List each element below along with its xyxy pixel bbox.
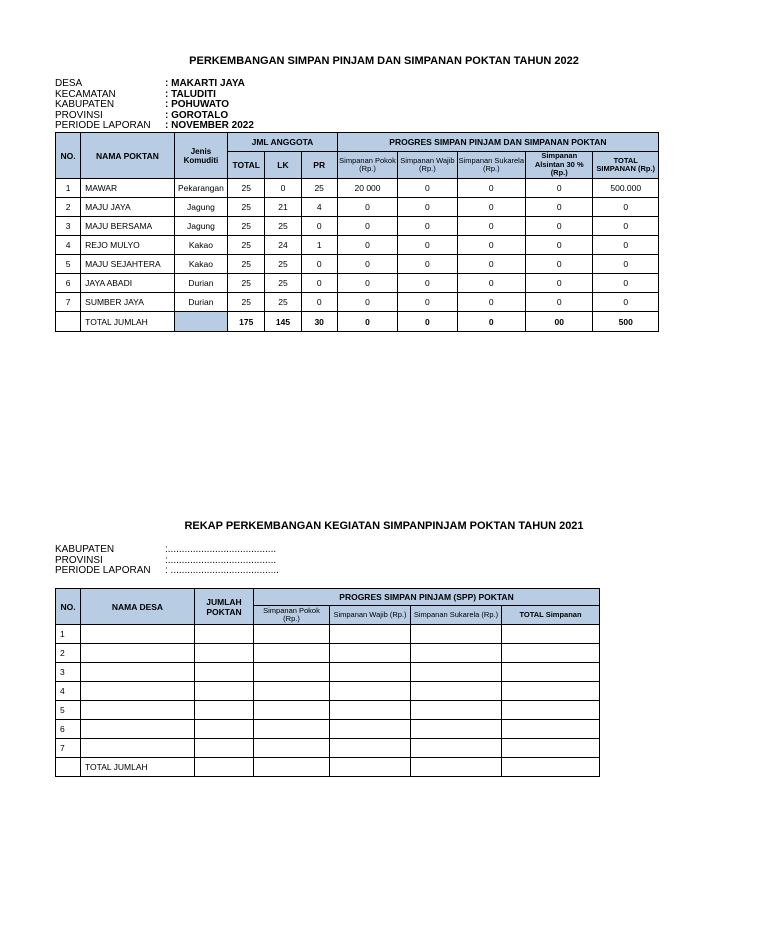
table-cell <box>330 682 411 701</box>
header-simpanan-wajib: Simpanan Wajib (Rp.) <box>330 606 411 625</box>
table-row <box>56 682 600 701</box>
table-cell <box>502 739 600 758</box>
table-cell <box>502 701 600 720</box>
header-no: NO. <box>56 589 81 625</box>
info-value: : POHUWATO <box>165 99 230 110</box>
table-cell: 0 <box>593 293 659 312</box>
table-cell <box>411 720 502 739</box>
table-cell: 0 <box>337 293 397 312</box>
info-value: :....................................... <box>165 544 277 555</box>
table-cell <box>81 739 195 758</box>
table-cell: 0 <box>301 255 337 274</box>
header-progres-spp: PROGRES SIMPAN PINJAM (SPP) POKTAN <box>254 589 600 606</box>
table-cell: Kakao <box>174 255 227 274</box>
total-cell: TOTAL JUMLAH <box>81 312 175 332</box>
header-nama-desa: NAMA DESA <box>81 589 195 625</box>
table-cell <box>502 625 600 644</box>
table-row <box>56 255 659 274</box>
table-cell <box>254 663 330 682</box>
table-row <box>56 179 659 198</box>
table-cell <box>254 682 330 701</box>
header-jenis-komuditi: Jenis Komuditi <box>174 133 227 179</box>
table-cell: 20 000 <box>337 179 397 198</box>
table-cell: 0 <box>526 179 593 198</box>
report2-info <box>55 545 279 577</box>
table-cell: 0 <box>593 198 659 217</box>
header-simpanan-pokok: Simpanan Pokok (Rp.) <box>337 152 397 179</box>
table-row <box>56 720 600 739</box>
table-cell: 25 <box>228 255 265 274</box>
total-cell <box>174 312 227 332</box>
table-cell <box>81 701 195 720</box>
table-cell <box>81 663 195 682</box>
total-cell: 0 <box>457 312 525 332</box>
table-cell: 2 <box>56 198 81 217</box>
table-cell: 0 <box>457 236 525 255</box>
header-lk: LK <box>265 152 301 179</box>
total-row <box>56 758 600 777</box>
table-cell: 5 <box>56 255 81 274</box>
header-nama-poktan: NAMA POKTAN <box>81 133 175 179</box>
total-label: TOTAL JUMLAH <box>81 758 195 777</box>
table-cell: 0 <box>526 255 593 274</box>
table-cell: 0 <box>457 274 525 293</box>
row-number: 3 <box>56 663 81 682</box>
info-label: PROVINSI <box>55 109 103 121</box>
info-label: KABUPATEN <box>55 99 115 110</box>
table-cell: REJO MULYO <box>81 236 175 255</box>
info-value: : TALUDITI <box>165 88 216 100</box>
table-cell: MAJU BERSAMA <box>81 217 175 236</box>
total-cell: 0 <box>398 312 457 332</box>
row-number: 6 <box>56 720 81 739</box>
table-cell: 0 <box>457 293 525 312</box>
row-number: 4 <box>56 682 81 701</box>
total-cell: 30 <box>301 312 337 332</box>
header-no: NO. <box>56 133 81 179</box>
total-cell: 500 <box>593 312 659 332</box>
total-cell <box>56 312 81 332</box>
table-cell <box>411 701 502 720</box>
table-cell: 25 <box>228 217 265 236</box>
table-cell: 0 <box>301 293 337 312</box>
row-number: 5 <box>56 701 81 720</box>
total-cell: 145 <box>265 312 301 332</box>
table-cell <box>195 663 254 682</box>
table-row <box>56 293 659 312</box>
header-simpanan-wajib: Simpanan Wajib (Rp.) <box>398 152 457 179</box>
header-jumlah-poktan: JUMLAH POKTAN <box>195 589 254 625</box>
table-cell: 25 <box>265 293 301 312</box>
table-cell: 25 <box>265 217 301 236</box>
table-cell: 0 <box>398 293 457 312</box>
table-cell: 25 <box>265 274 301 293</box>
header-jml-anggota: JML ANGGOTA <box>228 133 338 152</box>
header-total-simpanan: TOTAL SIMPANAN (Rp.) <box>593 152 659 179</box>
report1-info <box>55 79 254 132</box>
table-cell: 3 <box>56 217 81 236</box>
table-cell: 0 <box>337 274 397 293</box>
total-cell <box>195 758 254 777</box>
header-total: TOTAL <box>228 152 265 179</box>
header-progres: PROGRES SIMPAN PINJAM DAN SIMPANAN POKTAN <box>337 133 658 152</box>
table-cell <box>81 720 195 739</box>
total-cell <box>411 758 502 777</box>
table-cell: Durian <box>174 293 227 312</box>
table-cell: 500.000 <box>593 179 659 198</box>
report1-title: PERKEMBANGAN SIMPAN PINJAM DAN SIMPANAN POKTAN TAHUN 2022 <box>189 55 579 67</box>
table-cell <box>330 625 411 644</box>
table-cell: 0 <box>457 198 525 217</box>
info-value: : ....................................... <box>165 565 279 576</box>
table-cell: 25 <box>228 198 265 217</box>
table-cell <box>195 701 254 720</box>
table-cell <box>411 663 502 682</box>
row-number: 2 <box>56 644 81 663</box>
table-cell: 25 <box>228 274 265 293</box>
table-cell <box>502 682 600 701</box>
total-row <box>56 312 659 332</box>
table-cell: 0 <box>337 198 397 217</box>
table-cell <box>330 739 411 758</box>
table-cell: 0 <box>593 255 659 274</box>
table-cell <box>254 701 330 720</box>
table-cell: 0 <box>526 236 593 255</box>
table-cell: 7 <box>56 293 81 312</box>
table-cell: Pekarangan <box>174 179 227 198</box>
table-row <box>56 644 600 663</box>
table-cell <box>411 682 502 701</box>
table-cell <box>81 682 195 701</box>
info-label: KECAMATAN <box>55 88 116 100</box>
table-cell: Durian <box>174 274 227 293</box>
table-cell: 25 <box>228 293 265 312</box>
table-cell: 25 <box>301 179 337 198</box>
table-cell: 0 <box>301 274 337 293</box>
table-cell: 0 <box>398 198 457 217</box>
table-cell: SUMBER JAYA <box>81 293 175 312</box>
total-cell: 0 <box>337 312 397 332</box>
table-row <box>56 217 659 236</box>
table-cell: JAYA ABADI <box>81 274 175 293</box>
table-cell: 1 <box>301 236 337 255</box>
total-cell <box>502 758 600 777</box>
row-number: 7 <box>56 739 81 758</box>
table-cell: 21 <box>265 198 301 217</box>
table-cell: 25 <box>265 255 301 274</box>
table-cell: 0 <box>593 217 659 236</box>
table-cell: 0 <box>337 236 397 255</box>
table-cell <box>81 625 195 644</box>
info-label: PROVINSI <box>55 554 103 566</box>
table-cell: 0 <box>526 293 593 312</box>
table-cell <box>195 682 254 701</box>
table-cell: 0 <box>457 217 525 236</box>
table-cell <box>330 663 411 682</box>
table-cell: 0 <box>398 236 457 255</box>
header-pr: PR <box>301 152 337 179</box>
table-cell: 0 <box>457 179 525 198</box>
table-cell: 0 <box>593 236 659 255</box>
table-row <box>56 663 600 682</box>
total-cell <box>254 758 330 777</box>
table-cell <box>254 644 330 663</box>
total-cell <box>56 758 81 777</box>
table-cell: 0 <box>398 217 457 236</box>
table-row <box>56 739 600 758</box>
table-cell <box>502 644 600 663</box>
poktan-table <box>55 132 659 332</box>
table-row <box>56 198 659 217</box>
table-cell: MAJU SEJAHTERA <box>81 255 175 274</box>
table-cell <box>330 701 411 720</box>
table-cell <box>411 625 502 644</box>
table-cell: 6 <box>56 274 81 293</box>
table-cell: 0 <box>526 274 593 293</box>
table-cell <box>195 644 254 663</box>
table-cell: Jagung <box>174 198 227 217</box>
total-cell <box>330 758 411 777</box>
header-simpanan-pokok: Simpanan Pokok (Rp.) <box>254 606 330 625</box>
table-cell: 25 <box>228 236 265 255</box>
table-cell <box>195 739 254 758</box>
table-cell: 4 <box>301 198 337 217</box>
table-cell: 0 <box>526 217 593 236</box>
table-cell: 0 <box>301 217 337 236</box>
total-cell: 00 <box>526 312 593 332</box>
table-row <box>56 274 659 293</box>
table-cell <box>330 720 411 739</box>
table-cell <box>195 625 254 644</box>
table-cell: 0 <box>398 255 457 274</box>
info-label: DESA <box>55 78 83 89</box>
table-cell: 24 <box>265 236 301 255</box>
table-cell <box>81 644 195 663</box>
table-row <box>56 625 600 644</box>
table-cell: 0 <box>265 179 301 198</box>
table-cell <box>502 663 600 682</box>
info-label: PERIODE LAPORAN <box>55 565 151 576</box>
table-cell: 1 <box>56 179 81 198</box>
table-cell: MAJU JAYA <box>81 198 175 217</box>
table-cell: MAWAR <box>81 179 175 198</box>
table-cell <box>254 720 330 739</box>
table-cell: 0 <box>337 255 397 274</box>
table-row <box>56 701 600 720</box>
table-cell: 0 <box>398 274 457 293</box>
info-value: : NOVEMBER 2022 <box>165 120 254 131</box>
table-cell <box>254 625 330 644</box>
table-cell: 0 <box>398 179 457 198</box>
table-cell: Jagung <box>174 217 227 236</box>
info-value: : GOROTALO <box>165 109 229 121</box>
total-cell: 175 <box>228 312 265 332</box>
table-cell <box>330 644 411 663</box>
table-cell: 0 <box>337 217 397 236</box>
header-simpanan-sukarela: Simpanan Sukarela (Rp.) <box>411 606 502 625</box>
table-cell: Kakao <box>174 236 227 255</box>
info-label: KABUPATEN <box>55 544 115 555</box>
table-cell <box>195 720 254 739</box>
report2-title: REKAP PERKEMBANGAN KEGIATAN SIMPANPINJAM POKTAN TAHUN 2021 <box>184 520 584 532</box>
table-cell: 0 <box>526 198 593 217</box>
info-value: :....................................... <box>165 554 277 566</box>
table-cell <box>411 739 502 758</box>
row-number: 1 <box>56 625 81 644</box>
desa-table <box>55 588 600 777</box>
table-cell: 0 <box>593 274 659 293</box>
info-value: : MAKARTI JAYA <box>165 78 245 89</box>
table-row <box>56 236 659 255</box>
table-cell <box>502 720 600 739</box>
info-label: PERIODE LAPORAN <box>55 120 151 131</box>
header-total-simpanan: TOTAL Simpanan <box>502 606 600 625</box>
table-cell: 25 <box>228 179 265 198</box>
header-simpanan-sukarela: Simpanan Sukarela (Rp.) <box>457 152 525 179</box>
header-simpanan-alsintan: Simpanan Alsintan 30 % (Rp.) <box>526 152 593 179</box>
table-cell <box>411 644 502 663</box>
table-cell: 0 <box>457 255 525 274</box>
table-cell <box>254 739 330 758</box>
table-cell: 4 <box>56 236 81 255</box>
